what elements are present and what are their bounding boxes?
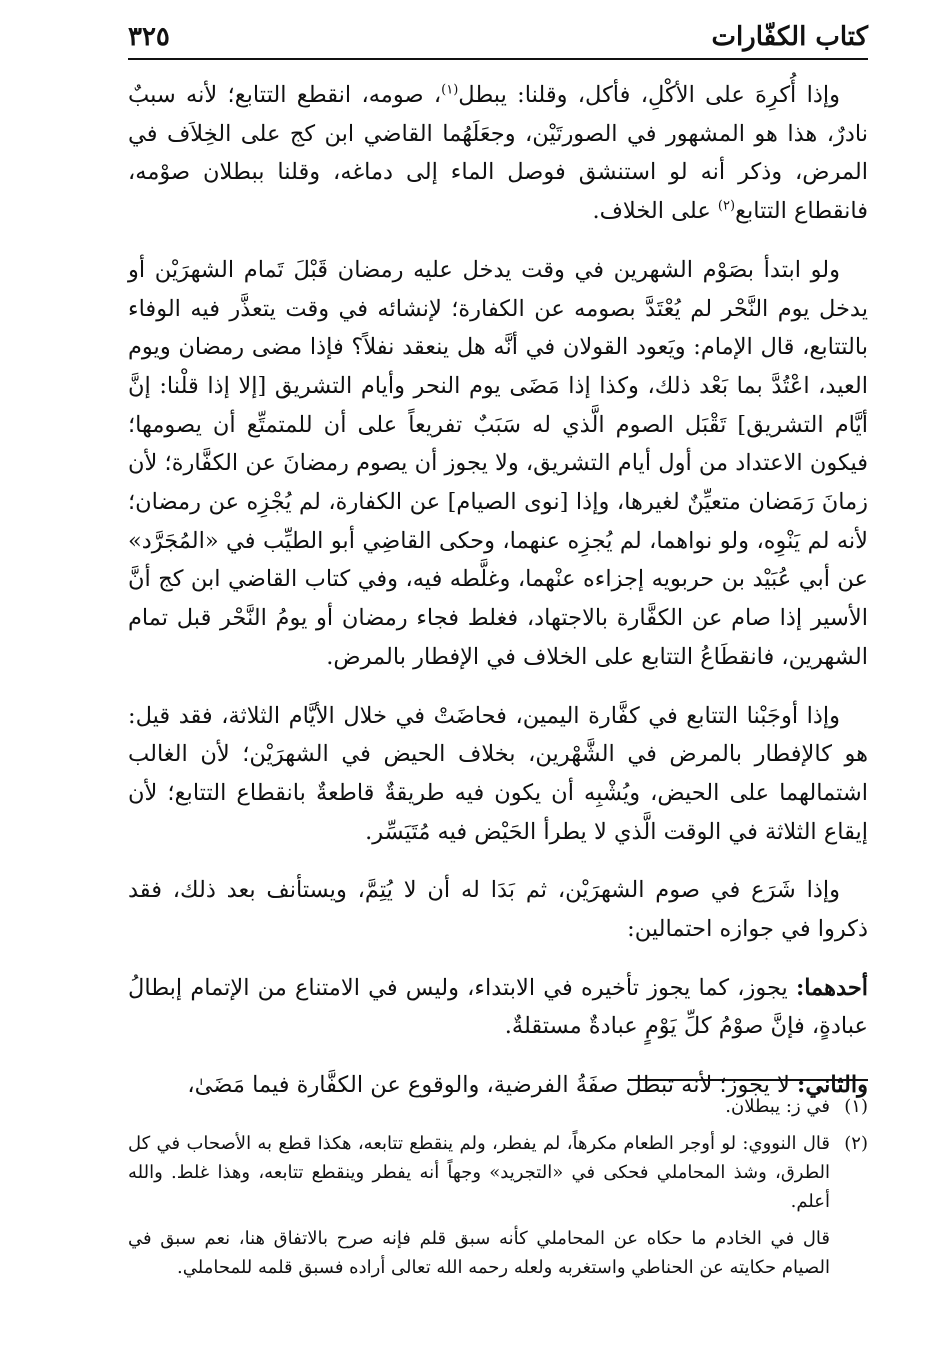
footnote-ref-1[interactable]: (١) bbox=[441, 82, 459, 98]
paragraph-1-part-b: ، صومه، انقطع التتابع؛ لأنه سببٌ نادرٌ، هذا هو المشهور في الصورتَيْن، وجعَلَهُما القاضي ابن كج على الخِلاَف في المرض، وذكر أنه لو استنشق فوصل الماء إلى دماغه، وقلنا ببطلان صوْمه، فانقطاع التتابع bbox=[128, 82, 868, 225]
paragraph-3: وإذا أوجَبْنا التتابع في كفَّارة اليمين، فحاضَتْ في خلال الأيَّام الثلاثة، فقد قيل: هو كالإفطار بالمرض في الشَّهْرين، بخلاف الحيض في الشهرَيْن؛ لأن الغالب اشتمالهما على الحيض، ويُشْبِه أن يكون فيه طريقةٌ قاطعةٌ بانقطاع التتابع؛ لأن إيقاع الثلاثة في الوقت الَّذي لا يطرأ الحَيْض فيه مُتَيَسِّر. bbox=[128, 702, 868, 845]
paragraph-6-text: لا يجوز؛ لأنه تبطل صفَةُ الفرضية، والوقوع عن الكفَّارة فيما مَضَىٰ، bbox=[187, 1072, 798, 1099]
footnote-separator bbox=[628, 1079, 868, 1081]
footnotes bbox=[128, 1092, 868, 1282]
chapter-title: كتاب الكفّارات bbox=[711, 22, 868, 52]
paragraph-1-part-c: على الخلاف. bbox=[592, 198, 718, 225]
paragraph-4: وإذا شَرَع في صوم الشهرَيْن، ثم بَدَا له أن لا يُتِمَّ، ويستأنف بعد ذلك، فقد ذكروا في جوازه احتمالين: bbox=[128, 877, 868, 943]
page-number: ٣٢٥ bbox=[128, 22, 170, 52]
footnote-2-number: (٢) bbox=[844, 1133, 868, 1154]
paragraph-5-lead: أحدهما: bbox=[795, 974, 868, 1001]
paragraph-1 bbox=[128, 76, 868, 231]
footnote-1-number: (١) bbox=[844, 1096, 868, 1117]
footnote-ref-2[interactable]: (٢) bbox=[717, 198, 736, 214]
paragraph-5-text: يجوز، كما يجوز تأخيره في الابتداء، وليس في الامتناع من الإتمام إبطالُ عبادةٍ، فإنَّ صوْمُ كلِّ يَوْمٍ عبادةٌ مستقلةٌ. bbox=[128, 974, 868, 1040]
paragraph-1-part-a: وإذا أُكرِهَ على الأكْلِ، فأكل، وقلنا: يبطل bbox=[458, 82, 840, 108]
main-text bbox=[128, 76, 868, 1125]
running-header bbox=[128, 18, 868, 60]
footnote-1 bbox=[128, 1092, 868, 1121]
paragraph-6-lead: والثاني: bbox=[797, 1072, 868, 1099]
footnote-2 bbox=[128, 1129, 868, 1216]
paragraph-2: ولو ابتدأ بصَوْم الشهرين في وقت يدخل عليه رمضان قَبْلَ تَمام الشهرَيْن أو يدخل يوم النَّحْر لم يُعْتَدَّ بصومه عن الكفارة؛ لإنشائه في وقت يتعذَّر فيه الوفاء بالتتابع، قال الإمام: ويَعود القولان في أنَّه هل ينعقد نفلاً؟ فإذا مضى رمضان ويوم العيد، اعْتُدَّ بما بَعْد ذلك، وكذا إذا مَضَى يوم النحر وأيام التشريق [إلا إذا قلْنا: إنَّ أيَّام التشريق] تَقْبَل الصوم الَّذي له سَبَبٌ تفريعاً على أن للمتمتِّع أن يصومها؛ فيكون الاعتداد من أول أيام التشريق، ولا يجوز أن يصوم رمضانَ عن الكفَّارة؛ لأن زمانَ رَمَضان متعيِّنٌ لغيرها، وإذا [نوى الصيام] عن الكفارة، لم يُجْزِه عن رمضان؛ لأنه لم يَنْوِه، ولو نواهما، لم يُجزِه عنهما، وحكى القاضِي أبو الطيِّب في «المُجَرَّد» عن أبي عُبَيْد بن حربويه إجزاءه عنْهما، وغلَّطه فيه، وفي كتاب القاضي ابن كج أنَّ الأسير إذا صام عن الكفَّارة بالاجتهاد، فغلط فجاء رمضان أو يومُ النَّحْر قبل تمام الشهرين، فانقطَاعُ التتابع على الخلاف في الإفطار بالمرض. bbox=[128, 256, 868, 670]
paragraph-5 bbox=[128, 969, 868, 1046]
footnote-1-text: في ز: يبطلان. bbox=[725, 1096, 830, 1117]
footnote-2-continuation: قال في الخادم ما حكاه عن المحاملي كأنه سبق قلم فإنه صرح بالاتفاق هنا، نعم سبق في الصيام حكايته عن الحناطي واستغربه ولعله رحمه الله تعالى أراده فسبق قلمه للمحاملي. bbox=[128, 1228, 830, 1278]
footnote-2-text: قال النووي: لو أوجر الطعام مكرهاً، لم يفطر، ولم ينقطع تتابعه، هكذا قطع به الأصحاب في كل الطرق، وشذ المحاملي فحكى في «التجريد» وجهاً أنه يفطر وينقطع تتابعه، وهذا غلط. والله أعلم. bbox=[128, 1133, 830, 1212]
